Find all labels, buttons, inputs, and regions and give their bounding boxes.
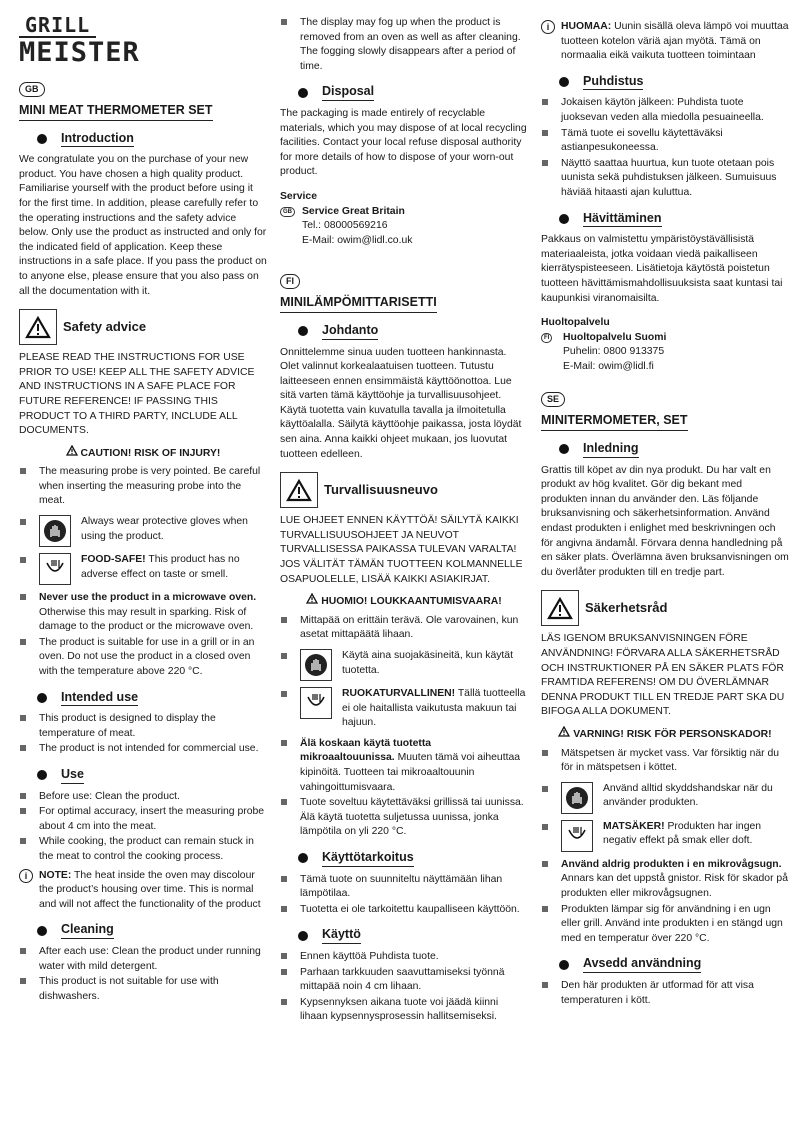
language-badge-gb: GB [19,82,45,97]
list-item: While cooking, the product can remain stuck in the meat to control the cooking process. [19,835,267,864]
caution-heading-fi: HUOMIO! LOUKKAANTUMISVAARA! [280,593,528,610]
gloves-icon [561,782,593,814]
section-title-gb: MINI MEAT THERMOMETER SET [19,102,213,121]
list-item: Tuote soveltuu käytettäväksi grillissä tai uunissa. Älä käytä tuotetta suljetussa uunissa, jonka lämpötila on yli 220 °C. [280,796,528,840]
list-item: Never use the product in a microwave oven. Otherwise this may result in sparking. Risk of damage to the product or the microwave oven. [19,591,267,635]
disposal-text-fi: Pakkaus on valmistettu ympäristöystävällisistä materiaaleista, jotka voidaan viedä paikalliseen kierrätyspisteeseen. Lisätietoja käytöstä poistetun tuotteen hävittämismahdollisuuksista saat kuntasi tai kaupunkisi viranomaisilta. [541,234,783,304]
disposal-text: The packaging is made entirely of recyclable materials, which you may dispose of at local recycling facilities. Contact your local refuse disposal authority for more details of how to dispose of your worn-out product. [280,107,527,178]
caution-heading-se: VARNING! RISK FÖR PERSONSKADOR! [541,726,789,743]
list-item: After each use: Clean the product under running water with mild detergent. [19,945,267,974]
list-item: FOOD-SAFE! This product has no adverse effect on taste or smell. [19,553,267,585]
column-3 [541,0,789,1012]
section-title-fi: MINILÄMPÖMITTARISETTI [280,294,437,313]
list-item: Before use: Clean the product. [19,790,267,805]
warning-icon [66,445,78,456]
heading-johdanto: Johdanto [280,323,528,340]
list-item: Always wear protective gloves when using the product. [19,515,267,547]
warning-triangle-icon [541,590,579,626]
list-item: Tämä tuote ei sovellu käytettäväksi astianpesukoneessa. [541,127,789,156]
list-item: Tämä tuote on suunniteltu näyttämään lihan lämpötilaa. [280,873,528,902]
heading-introduction: Introduction [19,131,267,148]
list-item: Produkten lämpar sig för användning i en ugn eller grill. Använd inte produkten i en stängd ugn med en temperatur över 220 °C. [541,903,789,947]
heading-avsedd-anvandning: Avsedd användning [541,956,789,973]
safety-caps-text-se: LÄS IGENOM BRUKSANVISNINGEN FÖRE ANVÄNDNING! FÖRVARA ALLA SÄKERHETSRÅD OCH INSTRUKTIONER PÅ EN SÄKER PLATS FÖR FRAMTIDA REFERENS! OM DU ÖVERLÄMNAR DENNA PRODUKT TILL EN TREDJE PART SKA DU BIFOGA ALLA DOKUMENT. [541,633,785,718]
food-safe-icon [39,553,71,585]
heading-use: Use [19,767,267,784]
language-badge-fi: FI [280,274,300,289]
list-item: Kypsennyksen aikana tuote voi jäädä kiinni lihaan kypsennysprosessin hallitsemiseksi. [280,996,528,1025]
intro-text-fi: Onnittelemme sinua uuden tuotteen hankinnasta. Olet valinnut korkealaatuisen tuotteen. Tutustu laitteeseen ennen ensimmäistä käyttöönottoa. Lue sitä varten tämä käyttöohje ja turvallisuusohjeet. Käytä tuotetta vain kuvatulla tavalla ja ilmoitetulla käyttöalalla. Säilytä käyttöohje paikassa, josta löydät sen aina. Anna kaikki ohjeet mukaan, jos luovutat tuotteen edelleen. [280,346,522,460]
list-item: This product is not suitable for use with dishwashers. [19,975,267,1004]
grillmeister-logo: GRILL MEISTER [19,13,140,68]
list-item: The product is suitable for use in a grill or in an oven. Do not use the product in a closed oven with the temperature above 220 °C. [19,636,267,680]
list-item: Mätspetsen är mycket vass. Var försiktig när du för in mätspetsen i köttet. [541,747,789,776]
caution-heading: CAUTION! RISK OF INJURY! [19,445,267,462]
list-item: The display may fog up when the product is removed from an oven as well as after cleaning. The fogging slowly disappears after a period of time. [280,16,528,74]
list-item: MATSÄKER! Produkten har ingen negativ effekt på smak eller doft. [541,820,789,852]
note-text: i NOTE: The heat inside the oven may discolour the product’s housing over time. This is normal and will not affect the functionality of the product [19,869,267,913]
list-item: The measuring probe is very pointed. Be careful when inserting the measuring probe into the meat. [19,465,267,509]
food-safe-icon [561,820,593,852]
list-item: Tuotetta ei ole tarkoitettu kaupalliseen käyttöön. [280,903,528,918]
heading-cleaning: Cleaning [19,922,267,939]
section-title-se: MINITERMOMETER, SET [541,412,688,431]
gloves-icon [300,649,332,681]
info-icon: i [19,869,33,883]
note-text-fi: i HUOMAA: Uunin sisällä oleva lämpö voi muuttaa tuotteen kotelon väriä ajan myötä. Tämä on normaalia eikä vaikuta tuotteen toimintaan [541,20,789,64]
list-item: Näyttö saattaa huurtua, kun tuote otetaan pois uunista sekä puhdistuksen jälkeen. Sumuisuus häviää hitaasti ajan kuluttua. [541,157,789,201]
list-item: RUOKATURVALLINEN! Tällä tuotteella ei ole haitallista vaikutusta makuun tai hajuun. [280,687,528,731]
column-2 [280,0,528,1029]
warning-icon [306,593,318,604]
service-block: GB Service Great Britain Tel.: 08000569216 E-Mail: owim@lidl.co.uk [280,205,528,249]
list-item: Käytä aina suojakäsineitä, kun käytät tuotetta. [280,649,528,681]
heading-disposal: Disposal [280,84,528,101]
info-icon: i [541,20,555,34]
list-item: Använd aldrig produkten i en mikrovågsugn. Annars kan det uppstå gnistor. Risk för skador på produkten eller mikrovågsugnen. [541,858,789,902]
safety-list [19,465,267,679]
intro-text: We congratulate you on the purchase of your new product. You have chosen a high quality product. Familiarise yourself with the product before using it for the first time. In addition, please carefully refer to the operating instructions and the safety advice below. Only use the product as instructed and only for the indicated field of application. Keep these instructions in a safe place. If you pass the product on to anyone else, please ensure that you also pass on all the documentation with it. [19,154,267,297]
heading-inledning: Inledning [541,441,789,458]
list-item: Använd alltid skyddshandskar när du använder produkten. [541,782,789,814]
list-item: The product is not intended for commercial use. [19,742,267,757]
heading-safety-advice: Safety advice [19,309,267,345]
warning-triangle-icon [19,309,57,345]
heading-intended-use: Intended use [19,690,267,707]
heading-sakerhetsrad: Säkerhetsråd [541,590,789,626]
service-block-fi: FI Huoltopalvelu Suomi Puhelin: 0800 913375 E-Mail: owim@lidl.fi [541,331,789,375]
language-badge-se: SE [541,392,565,407]
list-item: Älä koskaan käytä tuotetta mikroaaltouunissa. Muuten tämä voi aiheuttaa kipinöitä. Tuotteen tai mikroaaltouunin vahingoittumisvaara. [280,737,528,795]
safety-caps-text: PLEASE READ THE INSTRUCTIONS FOR USE PRIOR TO USE! KEEP ALL THE SAFETY ADVICE AND INSTRUCTIONS IN A SAFE PLACE FOR FUTURE REFERENCE! IF PASSING THIS PRODUCT TO A THIRD PARTY, INCLUDE ALL DOCUMENTS. [19,352,255,437]
intro-text-se: Grattis till köpet av din nya produkt. Du har valt en produkt av hög kvalitet. Gör dig bekant med produkten innan du använder den. Läs följande bruksanvisning och säkerhetsinformation. Använd endast produkten i enlighet med beskrivningen och för angivna ändamål. Förvara denna handledning på en säker plats. Överlämna även bruksanvisningen om du överlåter produkten till en tredje part. [541,464,789,578]
service-heading: Service [280,190,317,202]
list-item: Den här produkten är utformad för att visa temperaturen i kött. [541,979,789,1008]
list-item: For optimal accuracy, insert the measuring probe about 4 cm into the meat. [19,805,267,834]
safety-caps-text-fi: LUE OHJEET ENNEN KÄYTTÖÄ! SÄILYTÄ KAIKKI TURVALLISUUSOHJEET JA NEUVOT TURVALLISESSA PAIKASSA TULEVAN VARALTA! JOS VÄLITÄT TÄMÄN TUOTTEEN KOLMANNELLE OSAPUOLELLE, LISÄÄ KAIKKI ASIAKIRJAT. [280,515,523,585]
food-safe-icon [300,687,332,719]
heading-kayttotarkoitus: Käyttötarkoitus [280,850,528,867]
heading-havittaminen: Hävittäminen [541,211,789,228]
list-item: This product is designed to display the temperature of meat. [19,712,267,741]
warning-icon [558,726,570,737]
heading-kaytto: Käyttö [280,927,528,944]
list-item: Jokaisen käytön jälkeen: Puhdista tuote juoksevan veden alla miedolla pesuaineella. [541,96,789,125]
list-item: Parhaan tarkkuuden saavuttamiseksi työnnä mittapää noin 4 cm lihaan. [280,966,528,995]
column-1 [19,0,267,1008]
gloves-icon [39,515,71,547]
heading-turvallisuusneuvo: Turvallisuusneuvo [280,472,528,508]
warning-triangle-icon [280,472,318,508]
list-item: Mittapää on erittäin terävä. Ole varovainen, kun asetat mittapäätä lihaan. [280,614,528,643]
heading-puhdistus: Puhdistus [541,74,789,91]
list-item: Ennen käyttöä Puhdista tuote. [280,950,528,965]
service-heading-fi: Huoltopalvelu [541,317,610,329]
